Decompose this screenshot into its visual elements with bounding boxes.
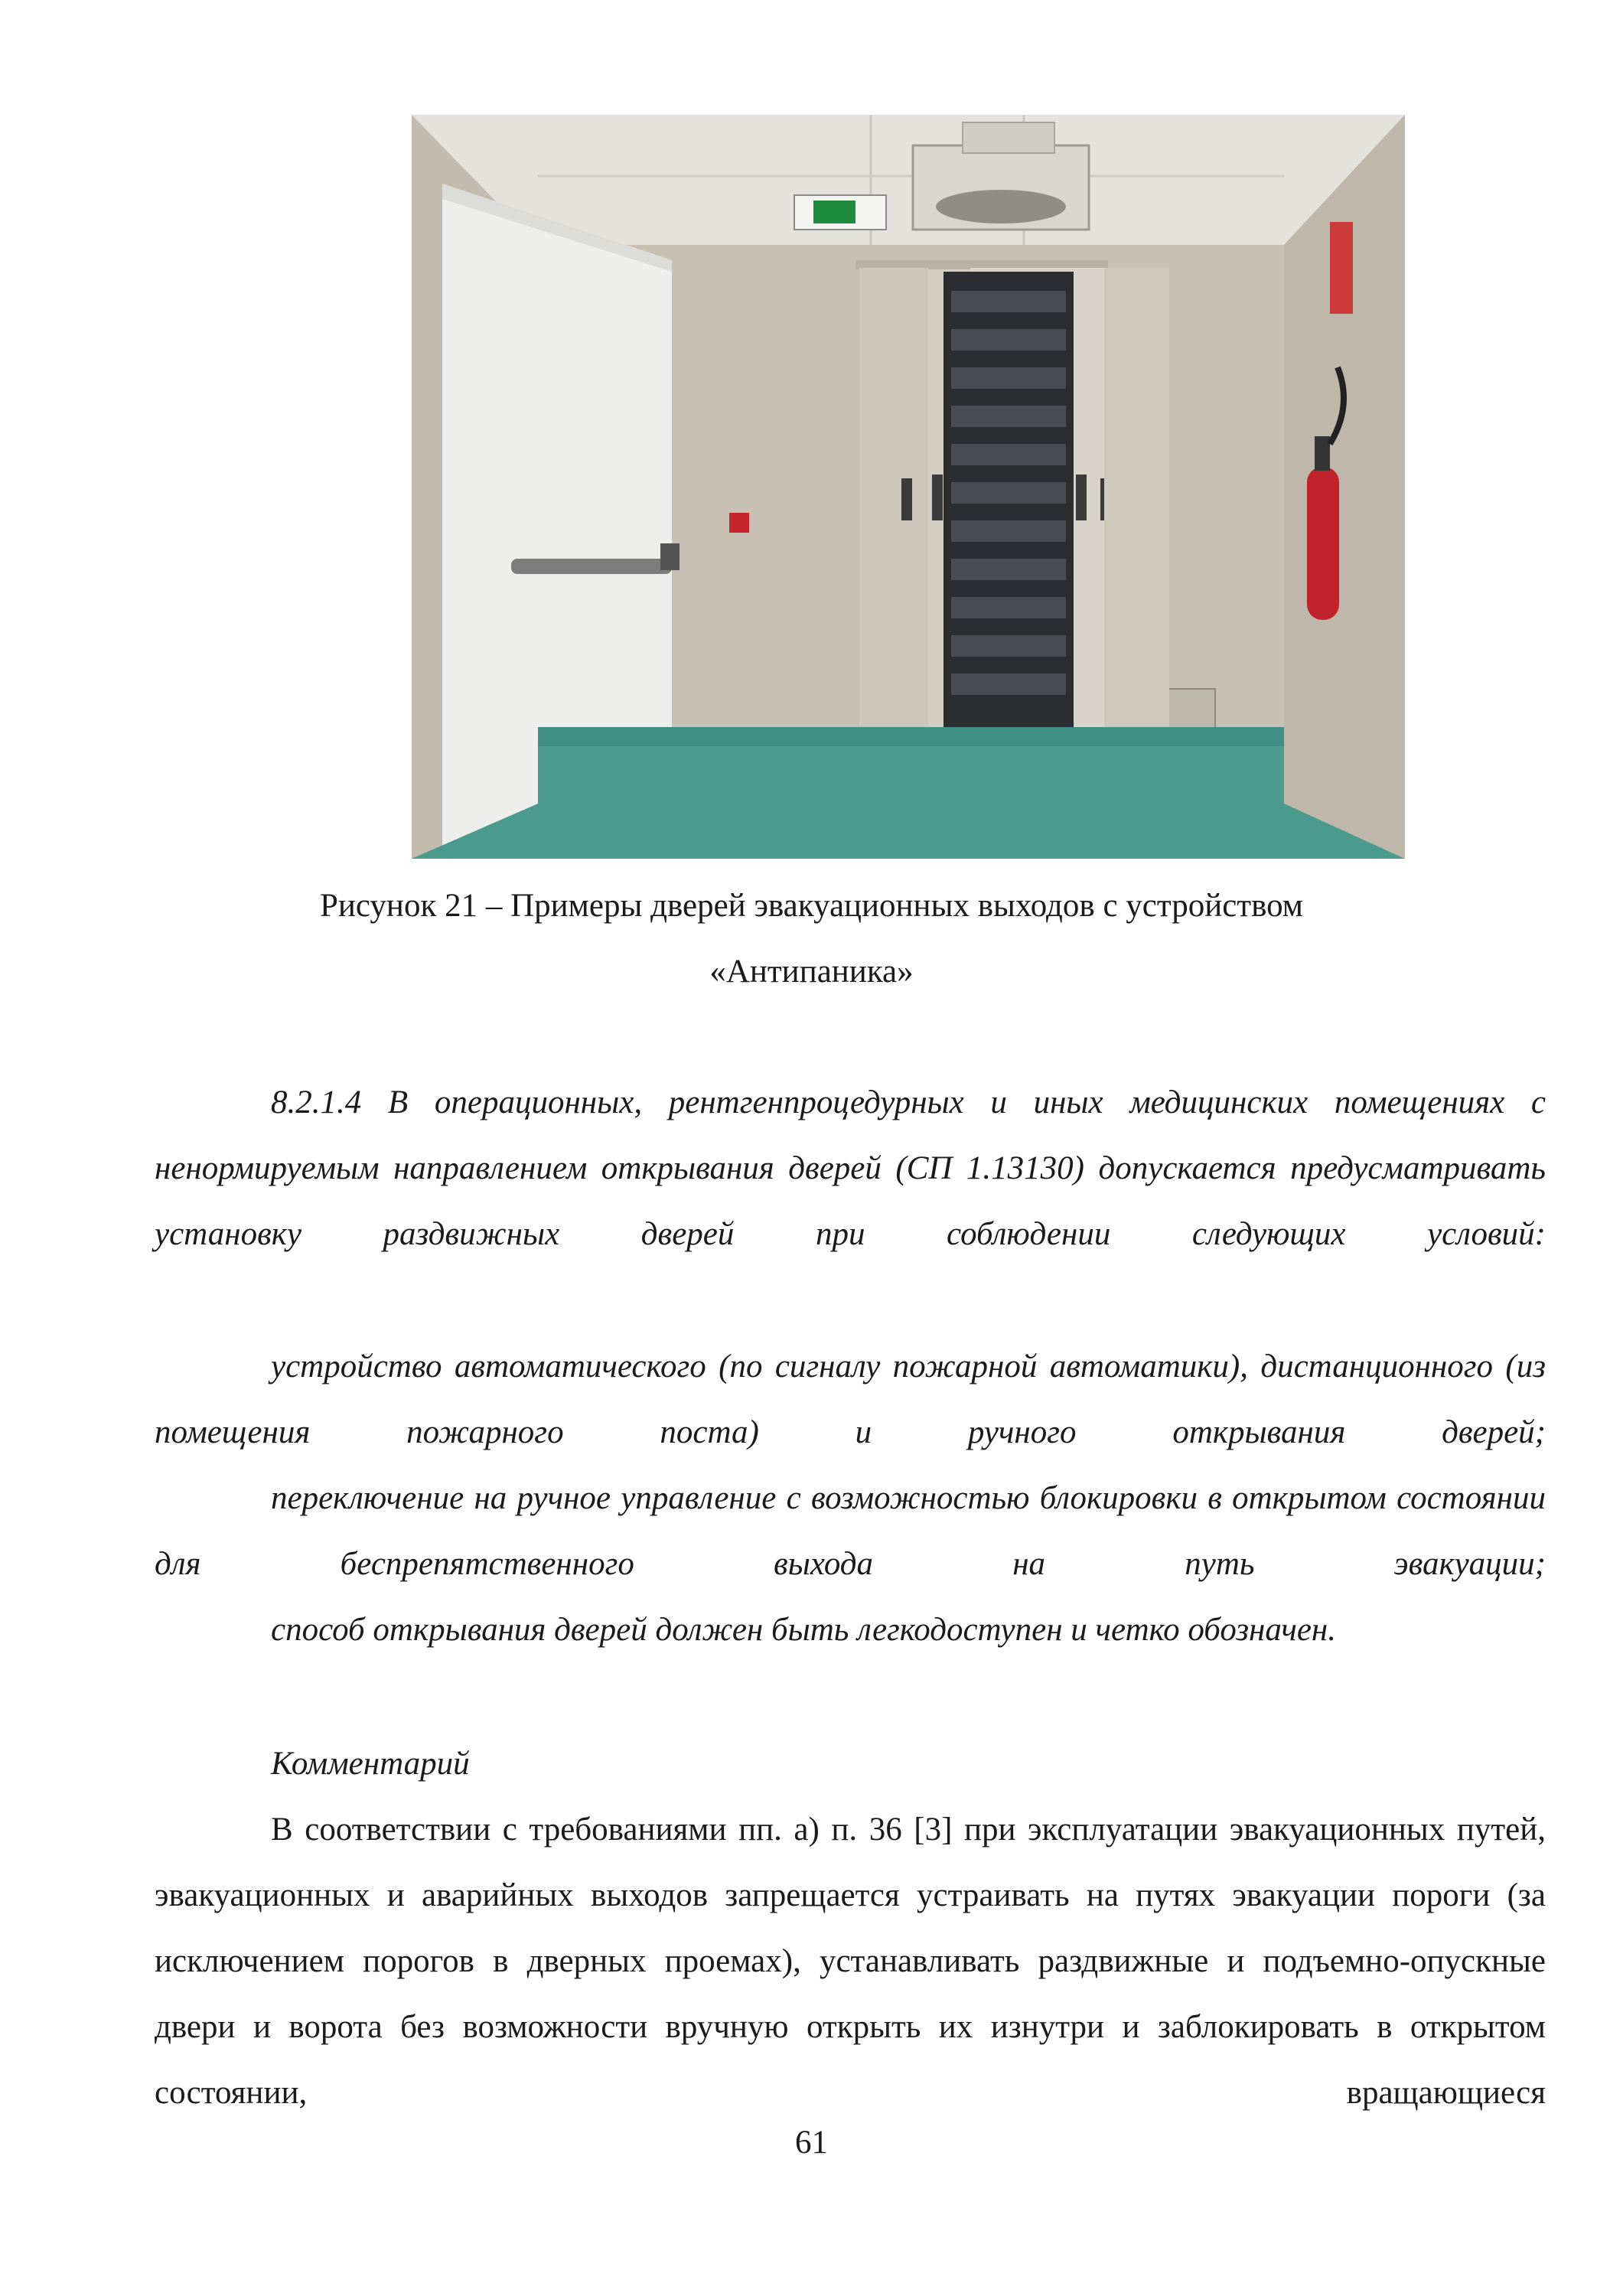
figure-caption-line1: Рисунок 21 – Примеры дверей эвакуационных выходов с устройством — [319, 888, 1303, 924]
page-number: 61 — [795, 2125, 828, 2161]
condition-item-opening-method: способ открывания дверей должен быть легкодоступен и четко обозначен. — [271, 1612, 1336, 1648]
corridor-photo — [412, 115, 1405, 859]
comment-heading: Комментарий — [271, 1746, 470, 1782]
condition-item-automatic: устройство автоматического (по сигналу пожарной автоматики), дистанционного (из помещения пожарного поста) и ручного открывания дверей; — [155, 1349, 1546, 1450]
comment-paragraph: В соответствии с требованиями пп. а) п. 36 [3] при эксплуатации эвакуационных путей, эвакуационных и аварийных выходов запрещается устраивать на путях эвакуации пороги (за исключением порогов в дверных проемах), устанавливать раздвижные и подъемно-опускные двери и ворота без возможности вручную открыть их изнутри и заблокировать в открытом состоянии, вращающиеся — [155, 1812, 1546, 2111]
figure-caption-line2: «Антипаника» — [709, 954, 914, 990]
paragraph-8-2-1-4: 8.2.1.4 В операционных, рентгенпроцедурных и иных медицинских помещениях с ненормируемым направлением открывания дверей (СП 1.13130) допускается предусматривать установку раздвижных дверей при соблюдении следующих условий: — [155, 1084, 1546, 1252]
condition-item-manual-switch: переключение на ручное управление с возможностью блокировки в открытом состоянии для беспрепятственного выхода на путь эвакуации; — [155, 1480, 1546, 1582]
